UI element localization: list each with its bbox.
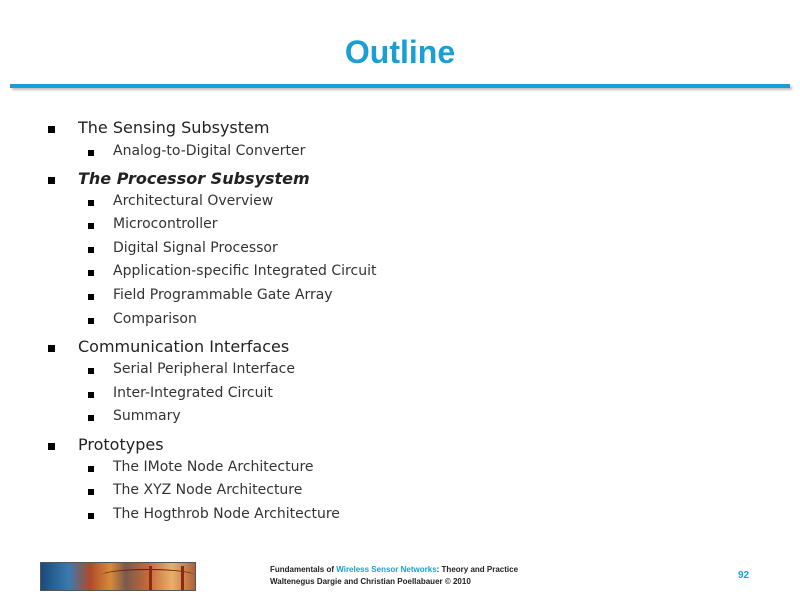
outline-subitem-label: Comparison [113, 311, 197, 327]
square-bullet-icon [88, 200, 94, 206]
footer-book-highlight: Wireless Sensor Networks [336, 565, 437, 574]
footer-line-1 [270, 564, 518, 576]
square-bullet-icon [88, 270, 94, 276]
square-bullet-icon [48, 126, 55, 133]
footer-line-2: Waltenegus Dargie and Christian Poellabauer © 2010 [270, 577, 471, 586]
footer-banner-image [40, 562, 196, 591]
outline-subitem-label: Digital Signal Processor [113, 240, 278, 256]
square-bullet-icon [88, 368, 94, 374]
outline-subitem-label: Inter-Integrated Circuit [113, 385, 273, 401]
outline-subitem-label: Field Programmable Gate Array [113, 287, 333, 303]
outline-subitem-label: The Hogthrob Node Architecture [113, 506, 340, 522]
square-bullet-icon [88, 150, 94, 156]
footer-line-1-suffix: : Theory and Practice [436, 565, 519, 574]
square-bullet-icon [88, 415, 94, 421]
square-bullet-icon [88, 466, 94, 472]
bridge-tower [149, 566, 152, 590]
title-underline [10, 84, 790, 88]
slide-title: Outline [344, 34, 456, 70]
outline-subitem-label: Architectural Overview [113, 193, 274, 209]
outline-subitem-label: Summary [113, 408, 181, 424]
square-bullet-icon [88, 247, 94, 253]
footer-line-1-prefix: Fundamentals of [270, 565, 337, 574]
outline-subitem-label: Analog-to-Digital Converter [113, 143, 306, 159]
outline-subitem-label: The IMote Node Architecture [113, 459, 314, 475]
square-bullet-icon [88, 392, 94, 398]
outline-subitem-label: Application-specific Integrated Circuit [113, 263, 377, 279]
outline-subitem-label: Microcontroller [113, 216, 218, 232]
square-bullet-icon [48, 443, 55, 450]
outline-section-label: The Processor Subsystem [78, 169, 310, 188]
outline-section-label: The Sensing Subsystem [78, 118, 270, 137]
outline-section-label: Prototypes [78, 435, 164, 454]
footer-citation [270, 564, 518, 588]
square-bullet-icon [88, 294, 94, 300]
square-bullet-icon [48, 345, 55, 352]
square-bullet-icon [88, 489, 94, 495]
outline-section-label: Communication Interfaces [78, 337, 290, 356]
square-bullet-icon [88, 513, 94, 519]
page-number: 92 [738, 570, 750, 581]
square-bullet-icon [88, 223, 94, 229]
square-bullet-icon [48, 177, 55, 184]
bridge-tower [181, 566, 184, 590]
square-bullet-icon [88, 318, 94, 324]
outline-subitem-label: The XYZ Node Architecture [113, 482, 303, 498]
outline-subitem-label: Serial Peripheral Interface [113, 361, 295, 377]
